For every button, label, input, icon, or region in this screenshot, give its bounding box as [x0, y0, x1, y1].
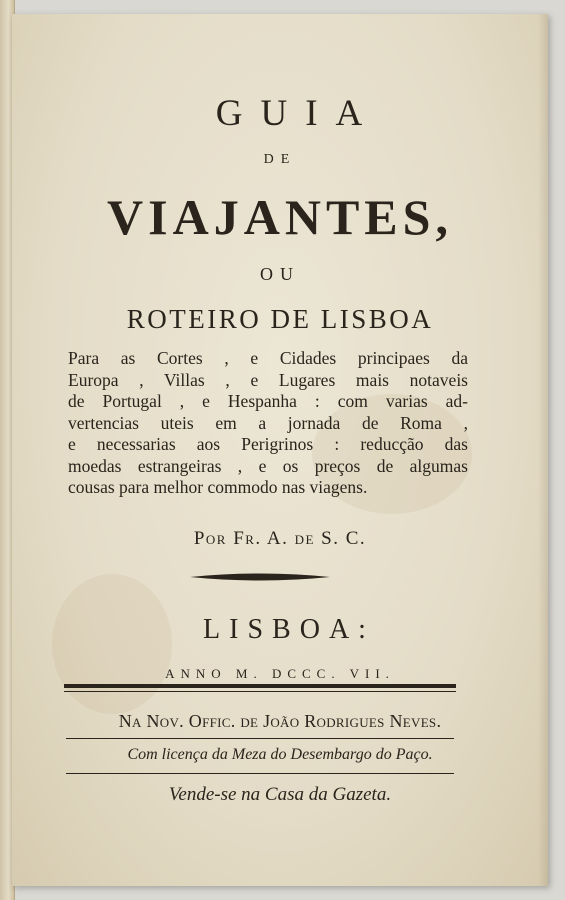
licence-line: Com licença da Meza do Desembargo do Paço. — [127, 746, 433, 763]
publication-year: ANNO M. DCCC. VII. — [165, 666, 395, 681]
description-line: Europa , Villas , e Lugares mais notaveis — [68, 369, 468, 390]
thick-double-rule — [64, 684, 456, 688]
description-text — [68, 348, 468, 499]
author-line: Por Fr. A. de S. C. — [193, 528, 367, 549]
title-ou: OU — [260, 264, 300, 284]
title-roteiro: ROTEIRO DE LISBOA — [126, 304, 434, 334]
title-page — [12, 14, 548, 886]
description-line: Para as Cortes , e Cidades principaes da — [68, 348, 468, 368]
sale-line: Vende-se na Casa da Gazeta. — [168, 784, 392, 805]
printer-line: Na Nov. Offic. de João Rodrigues Neves. — [118, 711, 442, 731]
description-line: de Portugal , e Hespanha : com varias ad- — [68, 391, 468, 411]
title-guia: GUIA — [215, 93, 381, 134]
description-line: moedas estrangeiras , e os preços de algumas — [68, 455, 468, 476]
title-viajantes: VIAJANTES, — [107, 189, 453, 245]
divider-rule — [66, 738, 454, 739]
place-of-publication: LISBOA: — [203, 614, 375, 645]
description-line: vertencias uteis em a jornada de Roma , — [68, 412, 468, 433]
title-de: DE — [263, 152, 297, 167]
divider-rule — [66, 773, 454, 774]
description-line: cousas para melhor commodo nas viagens. — [68, 477, 368, 497]
ornament-rule — [190, 570, 330, 584]
description-line: e necessarias aos Perigrinos : reducção das — [68, 434, 468, 454]
